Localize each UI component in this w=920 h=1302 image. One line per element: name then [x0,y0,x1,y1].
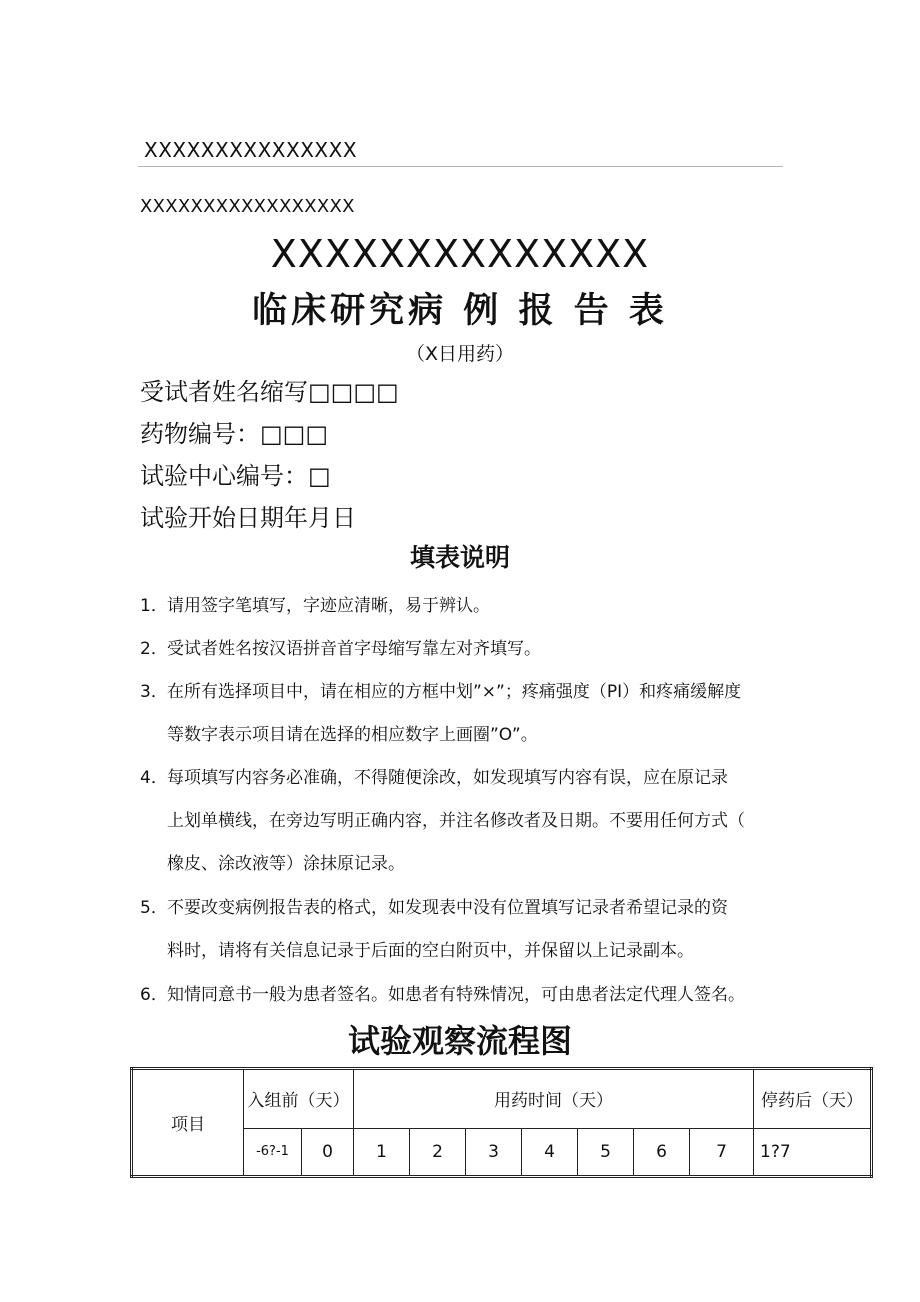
day-cell: 1 [354,1128,410,1177]
instruction-text: 在所有选择项目中，请在相应的方框中划”×”；疼痛强度（PI）和疼痛缓解度 [167,682,742,702]
day-cell: 3 [466,1128,522,1177]
instruction-text-continued: 上划单横线，在旁边写明正确内容，并注名修改者及日期。不要用任何方式（ [167,811,745,831]
instruction-number: 1． [140,596,168,616]
instruction-item [140,638,790,660]
flowchart-title: 试验观察流程图 [347,1022,572,1060]
instruction-text: 受试者姓名按汉语拼音首字母缩写靠左对齐填写。 [167,639,541,659]
dosing-period-header-cell: 用药时间（天） [354,1069,754,1129]
day-cell: 4 [522,1128,578,1177]
day-cell: 0 [302,1128,354,1177]
center-number-field: 试验中心编号：□ [140,462,331,490]
instruction-item [140,595,790,617]
item-header-cell: 项目 [132,1069,244,1177]
instruction-number: 2． [140,639,168,659]
day-cell: 5 [578,1128,634,1177]
subject-initials-field: 受试者姓名缩写□□□□ [140,378,399,406]
day-cell: 6 [634,1128,690,1177]
table-header-row [132,1069,872,1129]
instruction-item [140,897,790,919]
instruction-text-continued: 橡皮、涂改液等）涂抹原记录。 [167,854,405,874]
instruction-text: 不要改变病例报告表的格式，如发现表中没有位置填写记录者希望记录的资 [167,898,728,918]
header-divider [138,166,783,167]
instruction-text-continued: 等数字表示项目请在选择的相应数字上画圈”O”。 [167,725,538,745]
page-title: 临床研究病 例 报 告 表 [252,291,668,331]
instruction-text: 每项填写内容务必准确，不得随便涂改，如发现填写内容有误，应在原记录 [167,768,728,788]
observation-flow-table [130,1067,873,1178]
start-date-field: 试验开始日期年月日 [140,504,356,532]
drug-number-field: 药物编号：□□□ [140,420,329,448]
day-cell: 2 [410,1128,466,1177]
day-cell: -6?-1 [244,1128,302,1177]
day-cell: 1?7 [754,1128,872,1177]
header-code: XXXXXXXXXXXXXXX [144,138,358,162]
post-dosing-header-cell: 停药后（天） [754,1069,872,1129]
instructions-title: 填表说明 [409,543,510,572]
instruction-text: 知情同意书一般为患者签名。如患者有特殊情况，可由患者法定代理人签名。 [167,985,745,1005]
instruction-number: 6． [140,985,168,1005]
instruction-number: 4． [140,768,168,788]
instruction-number: 5． [140,898,168,918]
instruction-item [140,767,790,789]
instruction-item [140,681,790,703]
instruction-number: 3． [140,682,168,702]
page-subtitle: （X日用药） [405,343,515,365]
instruction-item [140,984,790,1006]
pre-enrollment-header-cell: 入组前（天） [244,1069,354,1129]
day-cell: 7 [690,1128,754,1177]
document-code: XXXXXXXXXXXXXXXXX [140,196,355,217]
instruction-text: 请用签字笔填写，字迹应清晰，易于辨认。 [167,596,490,616]
instruction-text-continued: 料时，请将有关信息记录于后面的空白附页中，并保留以上记录副本。 [167,941,694,961]
study-code: XXXXXXXXXXXXXX [270,232,650,276]
